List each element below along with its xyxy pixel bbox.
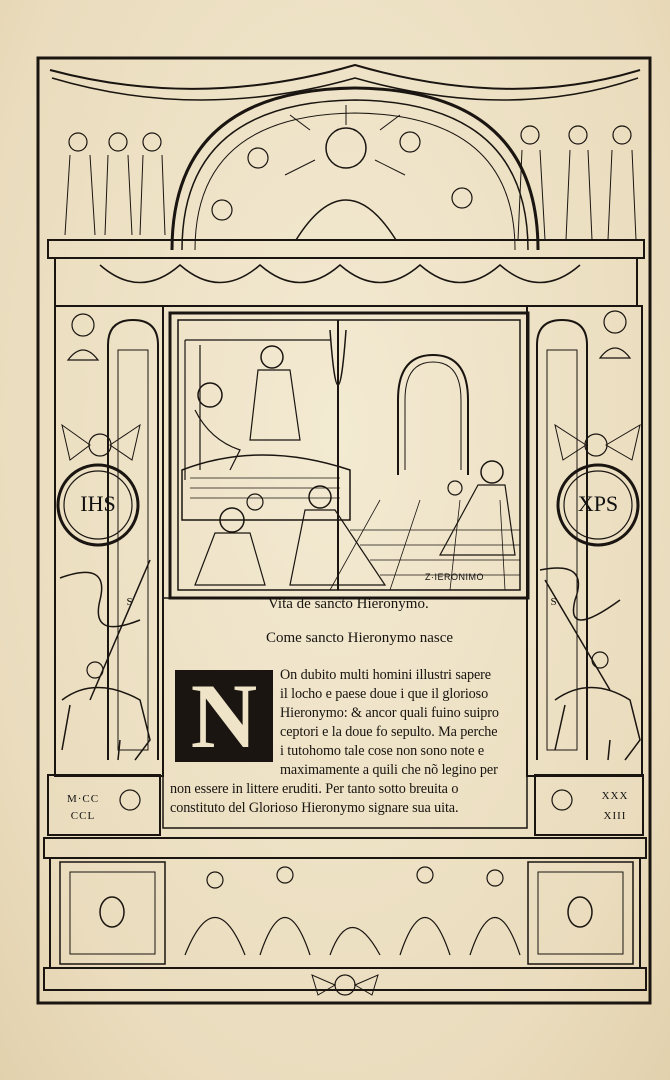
text-line: non essere in littere eruditi. Per tanto sotto breuita o — [170, 781, 459, 797]
right-date-line-1: XXX — [601, 790, 629, 802]
ihs-monogram: IHS — [80, 491, 116, 516]
xps-monogram: XPS — [577, 491, 619, 516]
text-line: maximamente a quili che nõ legino per — [280, 762, 498, 778]
text-line: il locho e paese doue i que il glorioso — [280, 686, 489, 702]
decorated-initial — [175, 665, 273, 767]
scene-caption: Z·IERONIMO — [425, 572, 484, 582]
text-line: ceptori e la doue fo sepulto. Ma perche — [280, 724, 498, 740]
right-banner-letter: S — [550, 596, 558, 608]
left-banner-letter: S — [126, 596, 134, 608]
chapter-subtitle: Come sancto Hieronymo nasce — [266, 630, 454, 646]
right-date-line-2: XIII — [603, 810, 627, 822]
text-line: Hieronymo: & ancor quali fuino suipro — [280, 705, 499, 721]
text-line: constituto del Glorioso Hieronymo signare sua uita. — [170, 800, 459, 816]
left-date-line-2: CCL — [70, 810, 96, 822]
left-date-line-1: M·CC — [66, 793, 100, 805]
text-line: i tutohomo tale cose non sono note e — [280, 743, 485, 759]
initial-letter: N — [190, 665, 258, 767]
chapter-title: Vita de sancto Hieronymo. — [268, 596, 429, 612]
text-line: On dubito multi homini illustri sapere — [280, 667, 491, 683]
